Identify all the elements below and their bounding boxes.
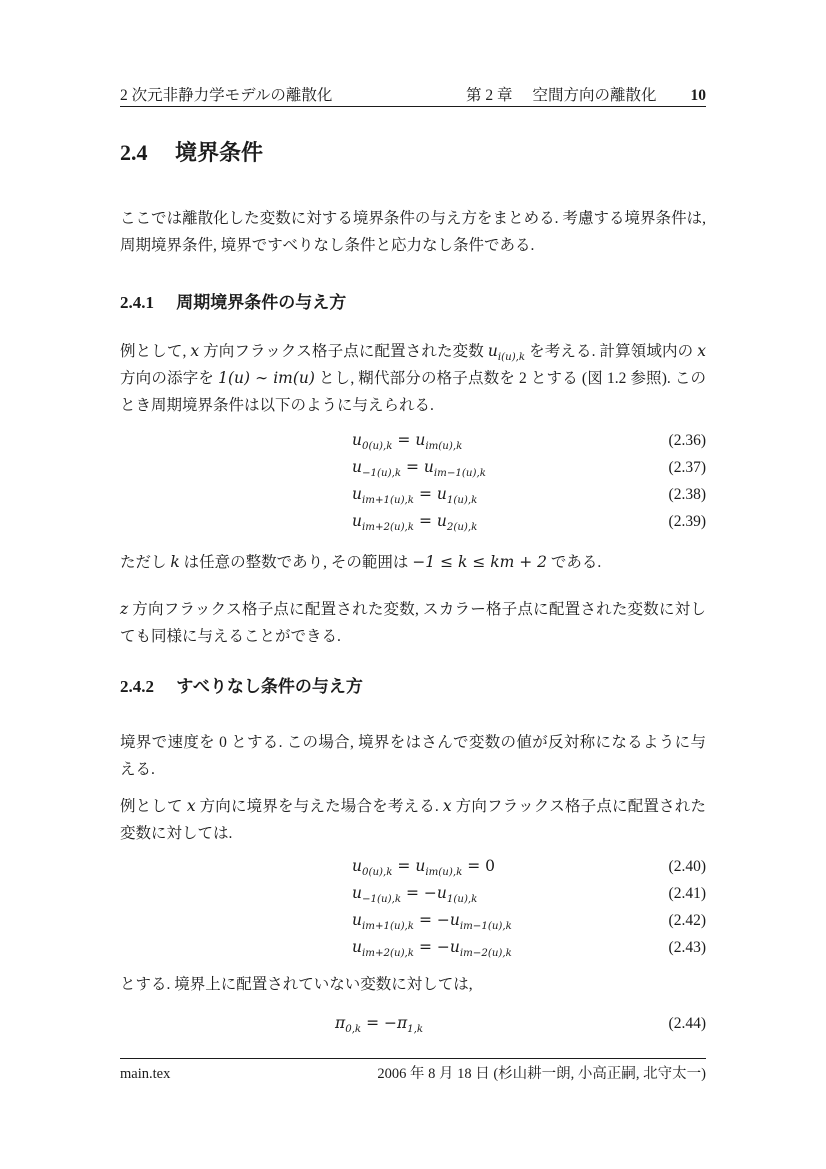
equation-block-periodic (120, 431, 706, 539)
equation-number: (2.42) (668, 912, 706, 929)
equation-row (120, 911, 706, 938)
paragraph: 例として, x 方向フラックス格子点に配置された変数 $u_{i(u),k}$ を考える. 計算領域内の x 方向の添字を 1(u) ∼ im(u) とし, 糊代部分の格子点数を 2 とする (図 1.2 参照). このとき周期境界条件は以下のように与えられる. (120, 342, 706, 414)
equation-body: $u_{im+2(u),k} = u_{2(u),k}$ (352, 512, 478, 534)
paragraph: 境界で速度を 0 とする. この場合, 境界をはさんで変数の値が反対称になるように与える. (120, 734, 706, 778)
footer-filename: main.tex (120, 1066, 171, 1082)
section-heading (120, 137, 706, 169)
running-footer (120, 1058, 706, 1084)
footer-date-authors: 2006 年 8 月 18 日 (杉山耕一朗, 小高正嗣, 北守太一) (377, 1066, 706, 1082)
equation-number: (2.44) (668, 1015, 706, 1032)
header-chapter-label: 第 2 章 (465, 87, 513, 104)
subsection-title: すべりなし条件の与え方 (176, 677, 363, 696)
running-header (120, 86, 706, 107)
equation-row (120, 431, 706, 458)
paragraph: ただし k は任意の整数であり, その範囲は −1 ≤ k ≤ km + 2 である. (120, 553, 602, 571)
paragraph: とする. 境界上に配置されていない変数に対しては, (120, 976, 473, 993)
equation-number: (2.43) (668, 939, 706, 956)
paragraph: z 方向フラックス格子点に配置された変数, スカラー格子点に配置された変数に対しても同様に与えることができる. (120, 600, 706, 645)
equation-body: $\pi_{0,k} = -\pi_{1,k}$ (335, 1014, 424, 1036)
equation-row (120, 857, 706, 884)
equation-number: (2.41) (668, 885, 706, 902)
subsection-heading-241 (120, 290, 706, 315)
equation-body: $u_{-1(u),k} = u_{im-1(u),k}$ (352, 458, 486, 480)
equation-body: $u_{im+1(u),k} = -u_{im-1(u),k}$ (352, 911, 512, 933)
equation-row (120, 485, 706, 512)
section-title: 境界条件 (175, 140, 264, 165)
subsection-number: 2.4.1 (120, 293, 154, 312)
section-number: 2.4 (120, 140, 148, 165)
subsection-heading-242 (120, 674, 706, 699)
equation-row (120, 512, 706, 539)
header-chapter-title: 空間方向の離散化 (532, 87, 657, 104)
equation-number: (2.36) (668, 432, 706, 449)
intro-paragraph: ここでは離散化した変数に対する境界条件の与え方をまとめる. 考慮する境界条件は, 周期境界条件, 境界ですべりなし条件と応力なし条件である. (120, 210, 706, 254)
equation-body: $u_{0(u),k} = u_{im(u),k} = 0$ (352, 857, 495, 879)
equation-row (120, 938, 706, 965)
equation-body: $u_{im+2(u),k} = -u_{im-2(u),k}$ (352, 938, 512, 960)
equation-number: (2.38) (668, 486, 706, 503)
equation-number: (2.40) (668, 858, 706, 875)
equation-body: $u_{im+1(u),k} = u_{1(u),k}$ (352, 485, 478, 507)
paragraph: 例として x 方向に境界を与えた場合を考える. x 方向フラックス格子点に配置された変数に対しては. (120, 797, 706, 842)
header-left-title: 2 次元非静力学モデルの離散化 (120, 87, 333, 104)
equation-body: $u_{-1(u),k} = -u_{1(u),k}$ (352, 884, 478, 906)
header-page-number: 10 (690, 87, 706, 104)
equation-row (120, 884, 706, 911)
subsection-number: 2.4.2 (120, 677, 154, 696)
equation-block-noslip (120, 857, 706, 965)
equation-number: (2.37) (668, 459, 706, 476)
subsection-title: 周期境界条件の与え方 (176, 293, 347, 312)
equation-number: (2.39) (668, 513, 706, 530)
equation-row (120, 1014, 706, 1041)
equation-body: $u_{0(u),k} = u_{im(u),k}$ (352, 431, 463, 453)
equation-row (120, 458, 706, 485)
